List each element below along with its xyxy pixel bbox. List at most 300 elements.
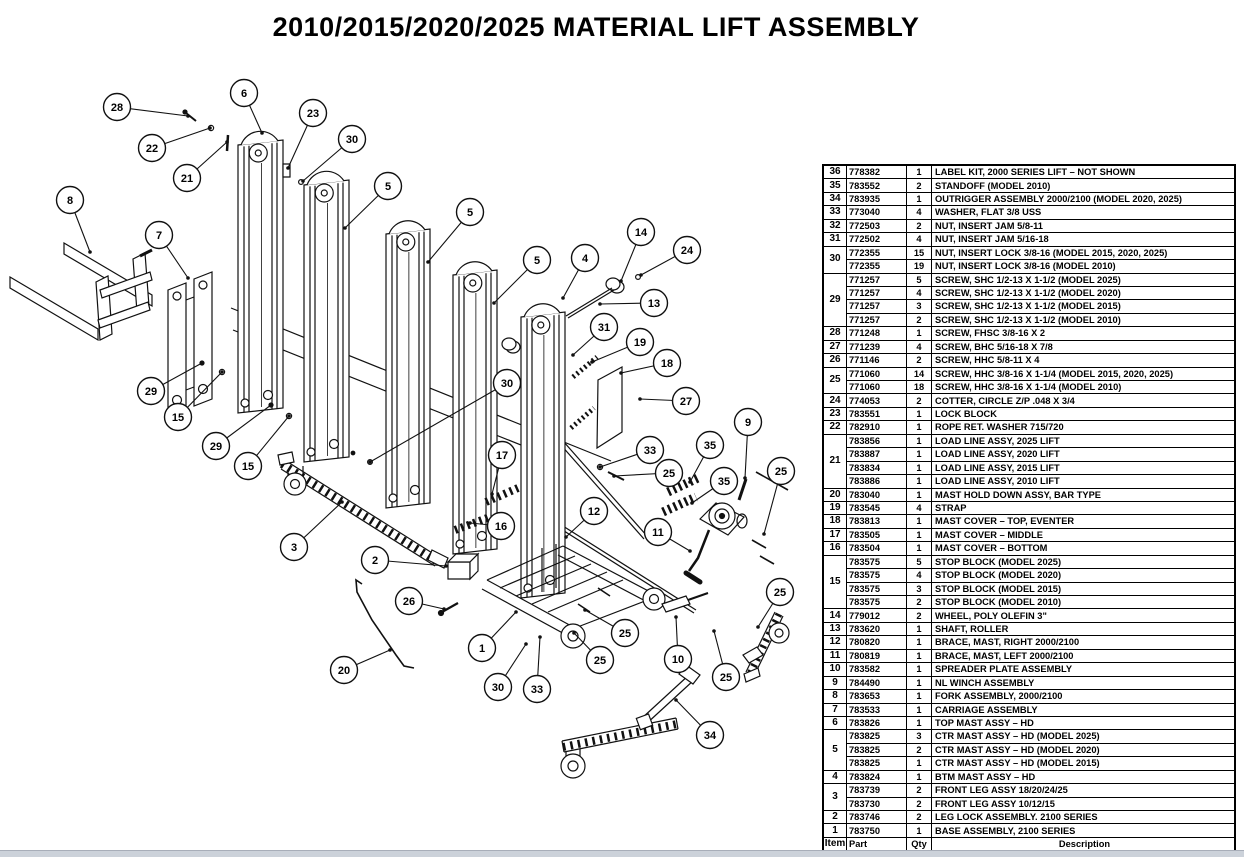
table-cell-description: MAST COVER – MIDDLE: [932, 529, 1234, 542]
svg-text:8: 8: [66, 195, 74, 207]
table-cell-description: WASHER, FLAT 3/8 USS: [932, 206, 1234, 219]
table-cell-part: 771257: [847, 274, 907, 287]
callout-27: [673, 388, 700, 415]
table-cell-qty: 4: [907, 233, 932, 246]
table-cell-part: 783825: [847, 757, 907, 770]
callout-1: [469, 635, 496, 662]
table-cell-description: BASE ASSEMBLY, 2100 SERIES: [932, 824, 1234, 837]
table-cell-qty: 1: [907, 462, 932, 475]
callout-11: [645, 519, 672, 546]
fork-assembly: [10, 243, 152, 340]
table-cell-description: NL WINCH ASSEMBLY: [932, 677, 1234, 690]
table-cell-description: STOP BLOCK (MODEL 2025): [932, 556, 1234, 569]
table-cell-item: 2: [824, 811, 847, 824]
callout-7: [146, 222, 173, 249]
svg-text:22: 22: [145, 143, 159, 155]
table-cell-part: 782910: [847, 421, 907, 434]
svg-text:13: 13: [647, 298, 661, 310]
callout-25: [612, 620, 639, 647]
table-cell-part: 783826: [847, 717, 907, 730]
callout-4: [572, 245, 599, 272]
table-cell-description: ROPE RET. WASHER 715/720: [932, 421, 1234, 434]
table-cell-item: 18: [824, 515, 847, 528]
callout-34: [697, 722, 724, 749]
table-cell-item: 31: [824, 233, 847, 246]
table-cell-part: 783575: [847, 596, 907, 609]
table-cell-qty: 2: [907, 394, 932, 407]
svg-text:20: 20: [337, 665, 351, 677]
page-title: 2010/2015/2020/2025 MATERIAL LIFT ASSEMBLY: [272, 12, 920, 42]
table-cell-qty: 2: [907, 596, 932, 609]
table-cell-part: 783552: [847, 179, 907, 192]
leg-lock: [448, 554, 478, 579]
table-cell-description: LEG LOCK ASSEMBLY. 2100 SERIES: [932, 811, 1234, 824]
table-cell-item: 1: [824, 824, 847, 837]
callout-22: [139, 135, 166, 162]
table-cell-part: 771060: [847, 368, 907, 381]
table-cell-description: FORK ASSEMBLY, 2000/2100: [932, 690, 1234, 703]
svg-text:26: 26: [402, 596, 416, 608]
spreader-plate: [662, 593, 708, 612]
table-cell-qty: 3: [907, 730, 932, 743]
table-cell-qty: 4: [907, 341, 932, 354]
table-cell-part: 783582: [847, 663, 907, 676]
table-cell-qty: 4: [907, 502, 932, 515]
table-cell-part: 773040: [847, 206, 907, 219]
table-cell-qty: 1: [907, 717, 932, 730]
table-cell-qty: 1: [907, 677, 932, 690]
callout-20: [331, 657, 358, 684]
table-cell-part: 783887: [847, 448, 907, 461]
table-cell-part: 771146: [847, 354, 907, 367]
svg-text:18: 18: [660, 358, 674, 370]
callout-31: [591, 314, 618, 341]
table-cell-item: 5: [824, 730, 847, 770]
table-cell-description: SCREW, BHC 5/16-18 X 7/8: [932, 341, 1234, 354]
table-cell-description: SCREW, HHC 3/8-16 X 1-1/4 (MODEL 2015, 2020, 2025): [932, 368, 1234, 381]
table-cell-part: 772355: [847, 260, 907, 273]
table-cell-part: 783824: [847, 771, 907, 784]
table-cell-description: MAST COVER – TOP, EVENTER: [932, 515, 1234, 528]
table-cell-qty: 1: [907, 408, 932, 421]
table-cell-item: 33: [824, 206, 847, 219]
table-cell-part: 771257: [847, 314, 907, 327]
table-cell-part: 772355: [847, 247, 907, 260]
table-cell-part: 783551: [847, 408, 907, 421]
svg-text:19: 19: [633, 337, 647, 349]
mast-center-3: [453, 262, 497, 554]
table-cell-item: 29: [824, 274, 847, 328]
table-cell-qty: 19: [907, 260, 932, 273]
callout-5: [524, 247, 551, 274]
table-cell-qty: 3: [907, 583, 932, 596]
callout-25: [713, 664, 740, 691]
svg-text:16: 16: [494, 521, 508, 533]
table-cell-description: CARRIAGE ASSEMBLY: [932, 704, 1234, 717]
table-cell-part: 783653: [847, 690, 907, 703]
svg-text:30: 30: [491, 682, 505, 694]
svg-text:10: 10: [671, 654, 685, 666]
svg-text:34: 34: [703, 730, 717, 742]
table-cell-part: 783575: [847, 583, 907, 596]
table-header-item: Item: [824, 838, 846, 850]
svg-text:35: 35: [717, 476, 731, 488]
table-cell-qty: 4: [907, 569, 932, 582]
svg-text:25: 25: [662, 468, 676, 480]
table-cell-description: SCREW, SHC 1/2-13 X 1-1/2 (MODEL 2025): [932, 274, 1234, 287]
svg-text:7: 7: [155, 230, 163, 242]
table-cell-part: 772503: [847, 220, 907, 233]
callout-10: [665, 646, 692, 673]
table-cell-qty: 1: [907, 489, 932, 502]
mast-bottom: [521, 304, 565, 598]
callout-17: [489, 442, 516, 469]
table-cell-item: 11: [824, 650, 847, 663]
table-cell-part: 783533: [847, 704, 907, 717]
svg-text:24: 24: [680, 245, 694, 257]
callout-12: [581, 498, 608, 525]
table-cell-qty: 2: [907, 811, 932, 824]
callout-5: [457, 199, 484, 226]
svg-text:30: 30: [345, 134, 359, 146]
table-cell-description: SCREW, HHC 3/8-16 X 1-1/4 (MODEL 2010): [932, 381, 1234, 394]
table-cell-description: SHAFT, ROLLER: [932, 623, 1234, 636]
table-cell-qty: 1: [907, 327, 932, 340]
table-cell-part: 783856: [847, 435, 907, 448]
table-cell-part: 783504: [847, 542, 907, 555]
table-cell-part: 783575: [847, 556, 907, 569]
callout-25: [587, 647, 614, 674]
table-cell-part: 780820: [847, 636, 907, 649]
table-cell-part: 783575: [847, 569, 907, 582]
table-cell-qty: 18: [907, 381, 932, 394]
table-cell-item: 26: [824, 354, 847, 367]
table-cell-qty: 1: [907, 421, 932, 434]
callout-29: [138, 378, 165, 405]
table-cell-description: BRACE, MAST, LEFT 2000/2100: [932, 650, 1234, 663]
svg-text:31: 31: [597, 322, 611, 334]
svg-text:15: 15: [241, 461, 255, 473]
table-cell-part: 784490: [847, 677, 907, 690]
callout-2: [362, 547, 389, 574]
table-cell-item: 19: [824, 502, 847, 515]
table-cell-qty: 1: [907, 166, 932, 179]
table-cell-description: SCREW, FHSC 3/8-16 X 2: [932, 327, 1234, 340]
table-cell-description: LOCK BLOCK: [932, 408, 1234, 421]
mast-cover-top: [597, 367, 622, 448]
table-cell-qty: 2: [907, 179, 932, 192]
table-cell-part: 783739: [847, 784, 907, 797]
table-cell-description: NUT, INSERT JAM 5/16-18: [932, 233, 1234, 246]
table-cell-qty: 1: [907, 636, 932, 649]
screw-26: [439, 603, 459, 616]
table-cell-qty: 2: [907, 784, 932, 797]
svg-text:5: 5: [533, 255, 541, 267]
table-cell-description: SCREW, SHC 1/2-13 X 1-1/2 (MODEL 2020): [932, 287, 1234, 300]
callout-9: [735, 409, 762, 436]
exploded-view-art: [10, 110, 789, 778]
svg-text:25: 25: [719, 672, 733, 684]
svg-text:11: 11: [652, 527, 664, 539]
callout-14: [628, 219, 655, 246]
table-cell-part: 783825: [847, 730, 907, 743]
table-cell-part: 772502: [847, 233, 907, 246]
table-cell-qty: 1: [907, 690, 932, 703]
callout-30: [485, 674, 512, 701]
table-cell-description: SPREADER PLATE ASSEMBLY: [932, 663, 1234, 676]
table-cell-qty: 2: [907, 220, 932, 233]
svg-text:2: 2: [371, 555, 379, 567]
svg-text:12: 12: [587, 506, 601, 518]
callout-15: [165, 404, 192, 431]
callout-35: [697, 432, 724, 459]
table-cell-description: WHEEL, POLY OLEFIN 3": [932, 609, 1234, 622]
svg-text:25: 25: [774, 466, 788, 478]
table-cell-part: 778382: [847, 166, 907, 179]
table-cell-description: NUT, INSERT LOCK 3/8-16 (MODEL 2015, 2020, 2025): [932, 247, 1234, 260]
table-cell-item: 22: [824, 421, 847, 434]
table-cell-item: 8: [824, 690, 847, 703]
table-cell-item: 3: [824, 784, 847, 811]
callout-3: [281, 534, 308, 561]
table-cell-description: OUTRIGGER ASSEMBLY 2000/2100 (MODEL 2020, 2025): [932, 193, 1234, 206]
table-cell-qty: 1: [907, 435, 932, 448]
table-cell-description: BTM MAST ASSY – HD: [932, 771, 1234, 784]
table-cell-item: 21: [824, 435, 847, 489]
table-cell-description: BRACE, MAST, RIGHT 2000/2100: [932, 636, 1234, 649]
table-cell-item: 7: [824, 704, 847, 717]
mast-center-1: [304, 171, 349, 462]
svg-text:9: 9: [744, 417, 752, 429]
table-cell-qty: 15: [907, 247, 932, 260]
table-cell-description: CTR MAST ASSY – HD (MODEL 2025): [932, 730, 1234, 743]
table-cell-description: COTTER, CIRCLE Z/P .048 X 3/4: [932, 394, 1234, 407]
parts-list-table: [822, 164, 1236, 853]
table-cell-qty: 2: [907, 744, 932, 757]
table-cell-description: NUT, INSERT LOCK 3/8-16 (MODEL 2010): [932, 260, 1234, 273]
svg-text:6: 6: [240, 88, 248, 100]
table-cell-part: 783935: [847, 193, 907, 206]
table-cell-part: 783505: [847, 529, 907, 542]
table-cell-qty: 2: [907, 314, 932, 327]
svg-text:28: 28: [110, 102, 124, 114]
table-cell-qty: 1: [907, 542, 932, 555]
callout-30: [339, 126, 366, 153]
table-cell-item: 28: [824, 327, 847, 340]
table-cell-part: 783825: [847, 744, 907, 757]
table-cell-description: STOP BLOCK (MODEL 2020): [932, 569, 1234, 582]
table-cell-qty: 1: [907, 650, 932, 663]
table-cell-description: LABEL KIT, 2000 SERIES LIFT – NOT SHOWN: [932, 166, 1234, 179]
mast-top: [238, 131, 283, 413]
table-cell-part: 783730: [847, 798, 907, 811]
table-cell-part: 771239: [847, 341, 907, 354]
table-cell-description: SCREW, HHC 5/8-11 X 4: [932, 354, 1234, 367]
table-cell-qty: 4: [907, 287, 932, 300]
table-cell-item: 12: [824, 636, 847, 649]
table-header-qty: Qty: [907, 838, 932, 851]
svg-text:14: 14: [634, 227, 648, 239]
table-header-part: Part: [847, 838, 907, 851]
svg-text:1: 1: [478, 643, 486, 655]
svg-text:17: 17: [495, 450, 509, 462]
table-cell-description: SCREW, SHC 1/2-13 X 1-1/2 (MODEL 2010): [932, 314, 1234, 327]
callout-5: [375, 173, 402, 200]
table-cell-part: 774053: [847, 394, 907, 407]
front-leg-bottom: [561, 718, 678, 778]
table-cell-qty: 1: [907, 824, 932, 837]
table-cell-part: 771060: [847, 381, 907, 394]
callout-8: [57, 187, 84, 214]
carriage-assembly: [168, 272, 212, 417]
table-cell-part: 783886: [847, 475, 907, 488]
table-cell-part: 783040: [847, 489, 907, 502]
table-cell-qty: 1: [907, 475, 932, 488]
table-cell-part: 783750: [847, 824, 907, 837]
table-cell-qty: 3: [907, 300, 932, 313]
svg-text:29: 29: [209, 441, 223, 453]
callout-29: [203, 433, 230, 460]
table-cell-item: 36: [824, 166, 847, 179]
table-cell-item: 9: [824, 677, 847, 690]
callout-28: [104, 94, 131, 121]
winch-assembly: [686, 479, 747, 582]
table-cell-description: CTR MAST ASSY – HD (MODEL 2020): [932, 744, 1234, 757]
callout-18: [654, 350, 681, 377]
svg-text:30: 30: [500, 378, 514, 390]
callout-16: [488, 513, 515, 540]
table-cell-description: SCREW, SHC 1/2-13 X 1-1/2 (MODEL 2015): [932, 300, 1234, 313]
callout-33: [524, 676, 551, 703]
callout-15: [235, 453, 262, 480]
svg-text:5: 5: [466, 207, 474, 219]
callout-35: [711, 468, 738, 495]
table-cell-part: 771248: [847, 327, 907, 340]
callout-13: [641, 290, 668, 317]
table-cell-part: 771257: [847, 300, 907, 313]
svg-text:5: 5: [384, 181, 392, 193]
table-cell-item: 25: [824, 368, 847, 395]
table-cell-part: 783545: [847, 502, 907, 515]
table-cell-description: LOAD LINE ASSY, 2015 LIFT: [932, 462, 1234, 475]
svg-text:35: 35: [703, 440, 717, 452]
table-cell-part: 780819: [847, 650, 907, 663]
table-cell-qty: 1: [907, 663, 932, 676]
svg-text:25: 25: [773, 587, 787, 599]
table-cell-item: 27: [824, 341, 847, 354]
table-cell-item: 14: [824, 609, 847, 622]
table-cell-item: 24: [824, 394, 847, 407]
table-cell-description: STRAP: [932, 502, 1234, 515]
table-header-description: Description: [1058, 839, 1111, 850]
table-cell-part: 779012: [847, 609, 907, 622]
svg-text:15: 15: [171, 412, 185, 424]
svg-text:25: 25: [618, 628, 632, 640]
table-cell-qty: 14: [907, 368, 932, 381]
table-cell-part: 783813: [847, 515, 907, 528]
table-cell-qty: 1: [907, 448, 932, 461]
mast-center-2: [386, 221, 430, 508]
table-cell-qty: 2: [907, 354, 932, 367]
table-cell-description: FRONT LEG ASSY 18/20/24/25: [932, 784, 1234, 797]
table-cell-description: LOAD LINE ASSY, 2010 LIFT: [932, 475, 1234, 488]
callout-30: [494, 370, 521, 397]
table-cell-item: 32: [824, 220, 847, 233]
table-cell-part: 771257: [847, 287, 907, 300]
table-cell-description: FRONT LEG ASSY 10/12/15: [932, 798, 1234, 811]
callout-25: [656, 460, 683, 487]
svg-text:33: 33: [530, 684, 544, 696]
table-cell-item: 17: [824, 529, 847, 542]
table-cell-description: TOP MAST ASSY – HD: [932, 717, 1234, 730]
callout-19: [627, 329, 654, 356]
table-cell-description: MAST HOLD DOWN ASSY, BAR TYPE: [932, 489, 1234, 502]
callout-25: [768, 458, 795, 485]
table-cell-qty: 1: [907, 623, 932, 636]
svg-text:4: 4: [581, 253, 589, 265]
table-cell-description: NUT, INSERT JAM 5/8-11: [932, 220, 1234, 233]
callout-21: [174, 165, 201, 192]
table-cell-item: 10: [824, 663, 847, 676]
callout-6: [231, 80, 258, 107]
table-cell-qty: 2: [907, 609, 932, 622]
callout-25: [767, 579, 794, 606]
table-cell-qty: 2: [907, 798, 932, 811]
table-cell-description: STOP BLOCK (MODEL 2015): [932, 583, 1234, 596]
table-cell-item: 4: [824, 771, 847, 784]
table-cell-qty: 1: [907, 757, 932, 770]
callout-33: [637, 437, 664, 464]
table-cell-description: LOAD LINE ASSY, 2020 LIFT: [932, 448, 1234, 461]
svg-text:3: 3: [290, 542, 298, 554]
table-cell-item: 35: [824, 179, 847, 192]
svg-text:25: 25: [593, 655, 607, 667]
table-cell-qty: 1: [907, 529, 932, 542]
table-cell-item: 16: [824, 542, 847, 555]
front-leg-right: [743, 472, 789, 682]
window-bottom-edge: [0, 850, 1244, 857]
table-cell-item: 30: [824, 247, 847, 274]
svg-text:27: 27: [679, 396, 693, 408]
callout-23: [300, 100, 327, 127]
table-cell-qty: 4: [907, 206, 932, 219]
callout-24: [674, 237, 701, 264]
callout-26: [396, 588, 423, 615]
table-cell-item: 20: [824, 489, 847, 502]
table-cell-qty: 5: [907, 274, 932, 287]
table-cell-description: LOAD LINE ASSY, 2025 LIFT: [932, 435, 1234, 448]
table-cell-item: 13: [824, 623, 847, 636]
table-cell-item: 34: [824, 193, 847, 206]
table-cell-qty: 1: [907, 515, 932, 528]
table-cell-part: 783746: [847, 811, 907, 824]
table-cell-description: STOP BLOCK (MODEL 2010): [932, 596, 1234, 609]
table-cell-part: 783834: [847, 462, 907, 475]
table-cell-item: 6: [824, 717, 847, 730]
table-cell-qty: 1: [907, 193, 932, 206]
table-cell-qty: 1: [907, 771, 932, 784]
table-cell-item: 23: [824, 408, 847, 421]
table-cell-qty: 5: [907, 556, 932, 569]
svg-text:21: 21: [180, 173, 194, 185]
table-cell-qty: 1: [907, 704, 932, 717]
svg-text:29: 29: [144, 386, 158, 398]
table-cell-description: MAST COVER – BOTTOM: [932, 542, 1234, 555]
svg-text:33: 33: [643, 445, 657, 457]
svg-text:23: 23: [306, 108, 320, 120]
table-cell-part: 783620: [847, 623, 907, 636]
table-cell-description: STANDOFF (MODEL 2010): [932, 179, 1234, 192]
